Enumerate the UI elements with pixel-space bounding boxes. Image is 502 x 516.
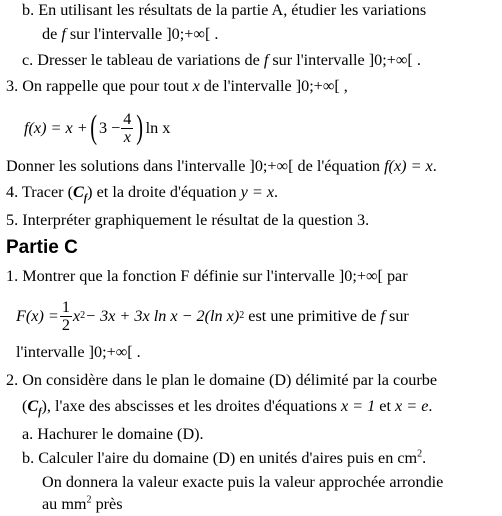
math-x: x bbox=[192, 77, 200, 95]
math-sup: 2 bbox=[86, 494, 92, 506]
text-span: ) et la droite d'équation bbox=[87, 183, 241, 201]
fraction-1-over-2 bbox=[60, 299, 72, 334]
text-span: . bbox=[274, 183, 279, 201]
math-f: f bbox=[263, 51, 269, 69]
math-C: C bbox=[73, 183, 84, 201]
text-span: près bbox=[91, 495, 123, 513]
question-2b-text: b. En utilisant les résultats de la partie A, étudier les variations bbox=[22, 1, 427, 19]
right-paren: ) bbox=[136, 109, 144, 146]
math-eq: x = 1 bbox=[340, 397, 376, 415]
text-span: et bbox=[375, 397, 396, 415]
c2-line bbox=[6, 372, 437, 388]
text-span: ( bbox=[22, 397, 28, 415]
question-2b-line1 bbox=[22, 2, 426, 18]
text-span: Donner les solutions dans l'intervalle ]0;+∞[ de l'équation bbox=[6, 157, 385, 175]
eq-lhs: f(x) = x + bbox=[24, 118, 88, 137]
text-span: 5. Interpréter graphiquement le résultat de la question 3. bbox=[6, 211, 370, 229]
text-span: ), l'axe des abscisses et les droites d'équations bbox=[41, 397, 341, 415]
text-span: sur l'intervalle ]0;+∞[ . bbox=[65, 25, 219, 43]
math-eq: y = x bbox=[240, 183, 275, 201]
text-span: . bbox=[422, 449, 427, 467]
equation-F: F(x) = $\frac{1}{2}$ x 2 − 3x + 3x ln x − 2(ln x) 2 est une primitive de f sur bbox=[16, 297, 409, 334]
fraction-4-over-x bbox=[121, 111, 133, 146]
c2b-line bbox=[22, 397, 433, 419]
on-donnera-line bbox=[42, 474, 443, 490]
text-span: sur l'intervalle ]0;+∞[ . bbox=[268, 51, 421, 69]
eq-lhs: F(x) = bbox=[16, 306, 59, 325]
math-f: f bbox=[380, 306, 385, 325]
eq-rest: − 3x + 3x ln x − 2(ln x) bbox=[85, 306, 240, 325]
section-heading bbox=[6, 238, 78, 257]
text-span: est une primitive de bbox=[244, 306, 381, 325]
question-2c-line bbox=[22, 52, 421, 68]
math-eq: f(x) = x bbox=[384, 157, 433, 175]
text-span: de l'intervalle ]0;+∞[ , bbox=[199, 77, 348, 95]
math-x: x bbox=[72, 306, 81, 325]
heading-text: Partie C bbox=[6, 237, 78, 258]
text-span: 3. On rappelle que pour tout bbox=[6, 77, 193, 95]
text-span: de bbox=[42, 25, 62, 43]
left-paren: ( bbox=[89, 109, 97, 146]
text-span: . bbox=[428, 397, 433, 415]
question-2b-line2 bbox=[42, 26, 218, 42]
text-span: c. Dresser le tableau de variations de bbox=[22, 51, 264, 69]
math-eq: x = e bbox=[395, 397, 429, 415]
interval-line bbox=[16, 344, 141, 360]
frac-denominator: x bbox=[123, 127, 131, 146]
question-3-line bbox=[6, 78, 348, 94]
math-C: C bbox=[27, 397, 39, 415]
math-f: f bbox=[61, 25, 66, 43]
au-mm-line bbox=[42, 496, 123, 512]
b-line bbox=[22, 450, 426, 466]
text-span: . bbox=[432, 157, 437, 175]
math-sup: 2 bbox=[417, 448, 423, 460]
frac-denominator: 2 bbox=[61, 315, 70, 334]
text-span: On donnera la valeur exacte puis la valeur approchée arrondie bbox=[42, 473, 444, 491]
eq-three-minus: 3 − bbox=[98, 118, 121, 137]
question-4-line bbox=[6, 183, 279, 205]
math-sub-f: f bbox=[38, 407, 42, 419]
equation-f bbox=[24, 104, 170, 152]
text-span: au mm bbox=[42, 495, 87, 513]
frac-numerator: 4 bbox=[123, 109, 132, 128]
text-span: 4. Tracer ( bbox=[6, 183, 73, 201]
a-line bbox=[22, 426, 204, 442]
math-sub-f: f bbox=[83, 193, 88, 205]
text-span: 2. On considère dans le plan le domaine (D) délimité par la courbe bbox=[6, 371, 438, 389]
text-span: a. Hachurer le domaine (D). bbox=[22, 425, 204, 443]
donner-line bbox=[6, 158, 437, 174]
frac-numerator: 1 bbox=[61, 297, 70, 316]
question-5-line bbox=[6, 212, 369, 228]
eq-ln-x: ln x bbox=[145, 118, 171, 137]
text-span: b. Calculer l'aire du domaine (D) en unités d'aires puis en cm bbox=[22, 449, 418, 467]
text-span: l'intervalle ]0;+∞[ . bbox=[16, 343, 141, 361]
text-span: sur bbox=[384, 306, 409, 325]
text-span: 1. Montrer que la fonction F définie sur l'intervalle ]0;+∞[ par bbox=[6, 267, 408, 285]
c1-line bbox=[6, 268, 408, 284]
